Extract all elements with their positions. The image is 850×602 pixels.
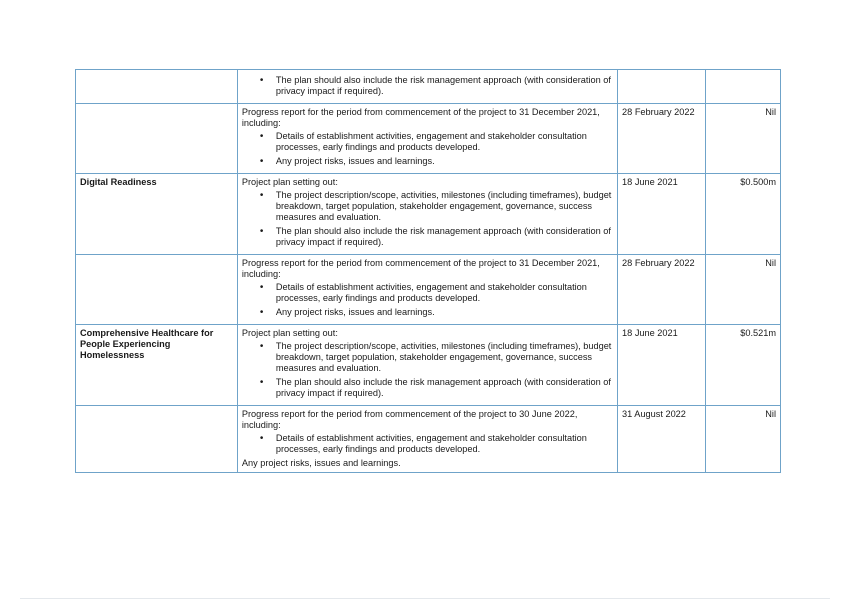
table-row: [76, 174, 781, 255]
list-item: • Details of establishment activities, engagement and stakeholder consultation processes, early findings and products developed.: [242, 433, 613, 455]
project-name-cell: [76, 70, 238, 104]
payment-amount-cell: Nil: [706, 255, 781, 325]
payment-amount-cell: [706, 70, 781, 104]
project-name-cell: [76, 104, 238, 174]
deliverable-bullets: [242, 341, 613, 399]
deliverable-lead: Progress report for the period from commencement of the project to 31 December 2021, including:: [241, 258, 600, 279]
payment-amount-cell: $0.500m: [706, 174, 781, 255]
project-name-cell: [76, 255, 238, 325]
deliverable-cell: [237, 406, 617, 473]
deliverable-cell: [237, 174, 617, 255]
project-name-cell: [76, 406, 238, 473]
due-date-cell: 18 June 2021: [618, 174, 706, 255]
milestones-table: [75, 69, 781, 473]
list-item: • Any project risks, issues and learnings.: [242, 156, 613, 167]
deliverable-bullets: [242, 75, 613, 97]
deliverable-trailing: Any project risks, issues and learnings.: [241, 458, 401, 468]
page-footer-rule: [20, 598, 830, 599]
payment-amount-cell: Nil: [706, 104, 781, 174]
table-row: [76, 255, 781, 325]
deliverable-bullets: [242, 190, 613, 248]
due-date-cell: 28 February 2022: [618, 104, 706, 174]
deliverable-lead: Project plan setting out:: [241, 177, 338, 187]
deliverable-bullets: [242, 131, 613, 167]
deliverable-lead: Project plan setting out:: [241, 328, 338, 338]
table-row: [76, 406, 781, 473]
deliverable-cell: [237, 255, 617, 325]
deliverable-bullets: [242, 282, 613, 318]
list-item: • Details of establishment activities, engagement and stakeholder consultation processes, early findings and products developed.: [242, 131, 613, 153]
list-item: • The project description/scope, activities, milestones (including timeframes), budget breakdown, target population, stakeholder engagement, governance, success measures and evaluation.: [242, 341, 613, 374]
table-row: [76, 70, 781, 104]
due-date-cell: 31 August 2022: [618, 406, 706, 473]
list-item: • The project description/scope, activities, milestones (including timeframes), budget breakdown, target population, stakeholder engagement, governance, success measures and evaluation.: [242, 190, 613, 223]
deliverable-cell: [237, 325, 617, 406]
payment-amount-cell: $0.521m: [706, 325, 781, 406]
deliverable-cell: [237, 70, 617, 104]
payment-amount-cell: Nil: [706, 406, 781, 473]
list-item: • Details of establishment activities, engagement and stakeholder consultation processes, early findings and products developed.: [242, 282, 613, 304]
list-item: • The plan should also include the risk management approach (with consideration of privacy impact if required).: [242, 75, 613, 97]
table-row: [76, 325, 781, 406]
list-item: • Any project risks, issues and learnings.: [242, 307, 613, 318]
due-date-cell: 18 June 2021: [618, 325, 706, 406]
due-date-cell: 28 February 2022: [618, 255, 706, 325]
table-row: [76, 104, 781, 174]
list-item: • The plan should also include the risk management approach (with consideration of privacy impact if required).: [242, 377, 613, 399]
due-date-cell: [618, 70, 706, 104]
deliverable-bullets: [242, 433, 613, 455]
deliverable-cell: [237, 104, 617, 174]
project-name-cell: Comprehensive Healthcare for People Experiencing Homelessness: [76, 325, 238, 406]
deliverable-lead: Progress report for the period from commencement of the project to 30 June 2022, including:: [241, 409, 578, 430]
project-name-cell: Digital Readiness: [76, 174, 238, 255]
list-item: • The plan should also include the risk management approach (with consideration of privacy impact if required).: [242, 226, 613, 248]
deliverable-lead: Progress report for the period from commencement of the project to 31 December 2021, including:: [241, 107, 600, 128]
